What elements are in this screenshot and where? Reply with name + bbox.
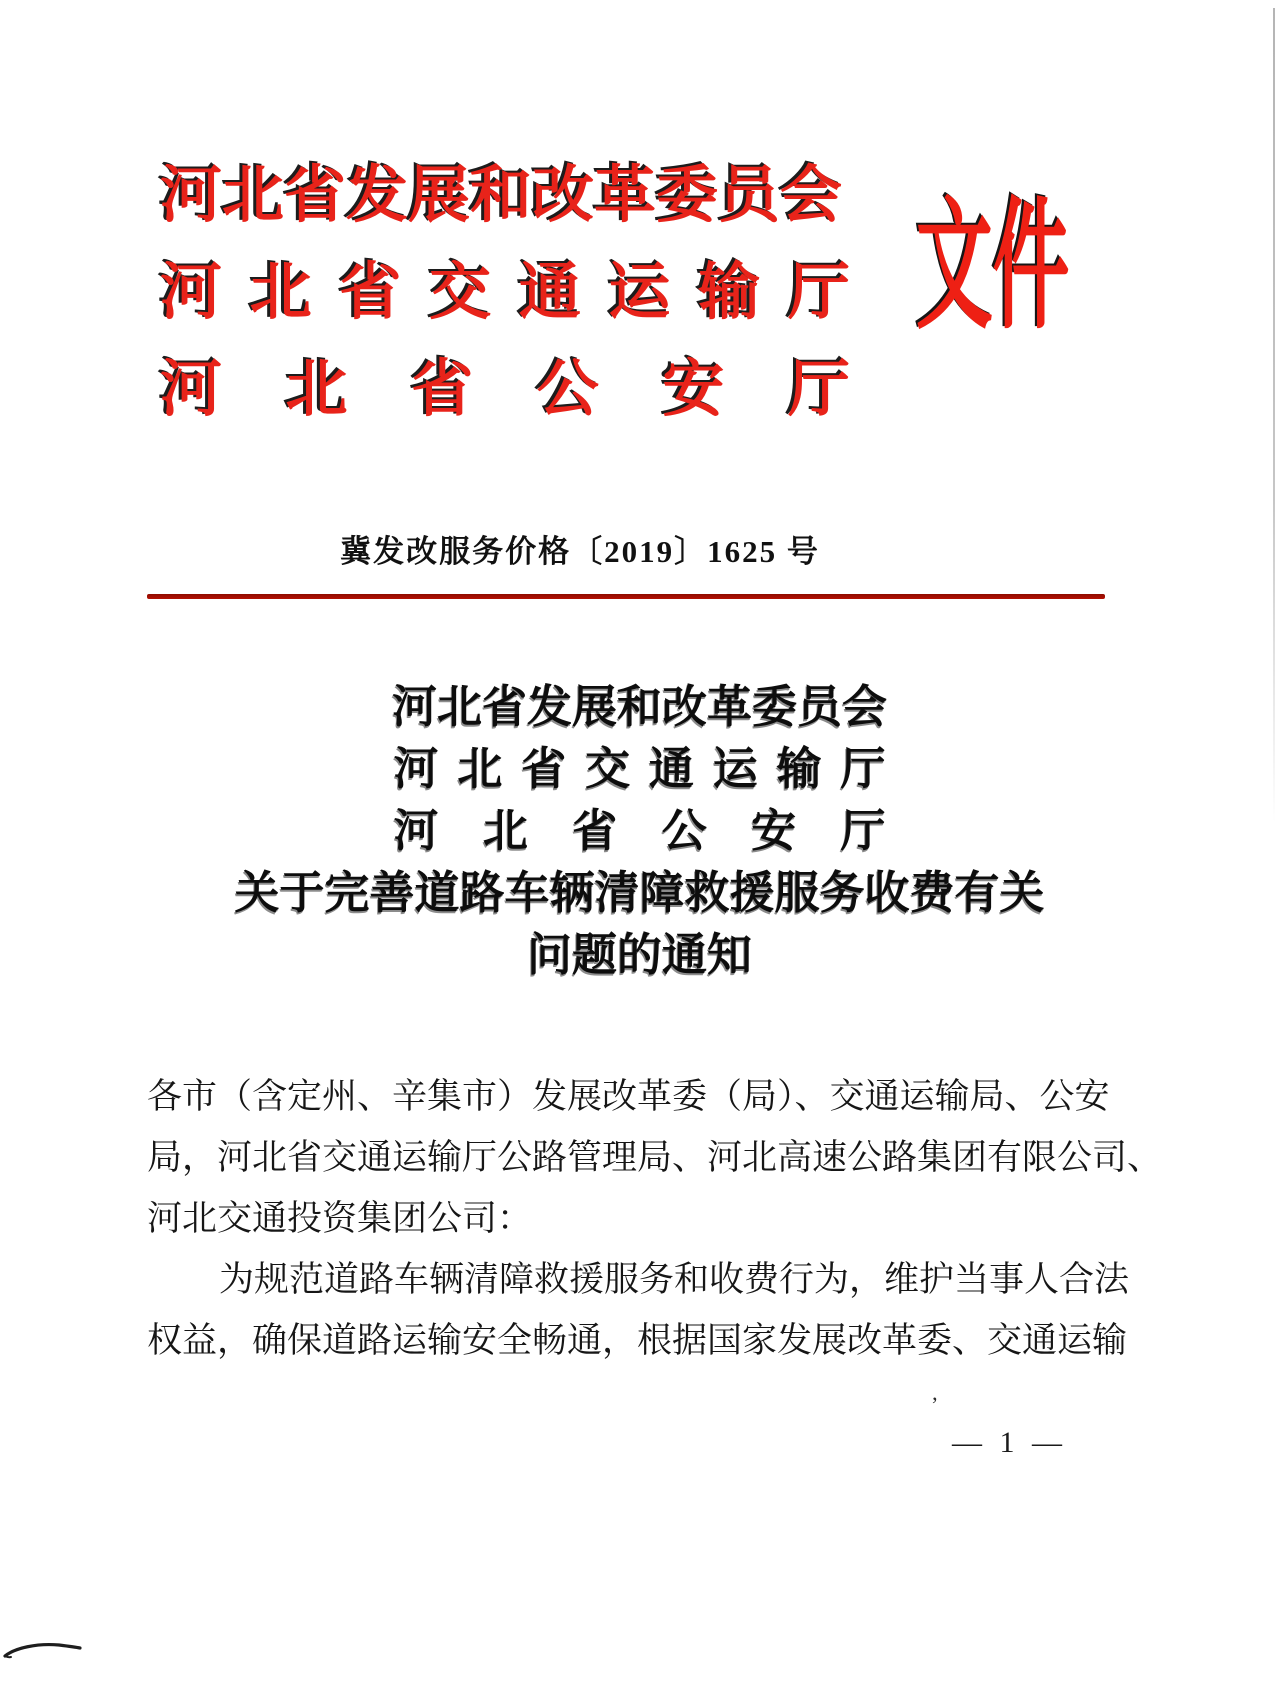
title-line-org-1: 河北省发展和改革委员会 — [391, 682, 887, 732]
scan-edge-artifact — [1273, 8, 1275, 823]
body-paragraph-line-2: 权益，确保道路运输安全畅通，根据国家发展改革委、交通运输 — [147, 1321, 1128, 1360]
letterhead-org-1: 河北省发展和改革委员会 — [160, 162, 843, 230]
body-recipients-line-3: 河北交通投资集团公司： — [147, 1199, 533, 1238]
letterhead-org-2: 河北省交通运输厅 — [160, 259, 850, 327]
title-line-org-2: 河北省交通运输厅 — [393, 744, 886, 794]
page-number: — 1 — — [952, 1426, 1067, 1459]
letterhead — [160, 148, 850, 439]
body-recipients-line-1: 各市（含定州、辛集市）发展改革委（局）、交通运输局、公安 — [147, 1077, 1110, 1116]
scan-speck-artifact: ’ — [931, 1392, 939, 1417]
letterhead-org-3: 河北省公安厅 — [160, 356, 850, 424]
scan-stroke-artifact — [3, 1638, 85, 1660]
document-body — [147, 1066, 1163, 1371]
body-recipients-line-2: 局，河北省交通运输厅公路管理局、河北高速公路集团有限公司、 — [147, 1138, 1163, 1177]
title-line-org-3: 河北省公安厅 — [393, 806, 886, 856]
title-line-subject-2: 问题的通知 — [526, 930, 752, 980]
red-divider-rule — [147, 594, 1105, 599]
body-paragraph-line-1: 为规范道路车辆清障救援服务和收费行为，维护当事人合法 — [219, 1260, 1130, 1299]
document-number: 冀发改服务价格〔2019〕1625 号 — [340, 534, 820, 569]
title-line-subject-1: 关于完善道路车辆清障救援服务收费有关 — [234, 868, 1045, 918]
letterhead-doc-type-label: 文件 — [916, 188, 1070, 346]
document-title — [0, 676, 1279, 986]
